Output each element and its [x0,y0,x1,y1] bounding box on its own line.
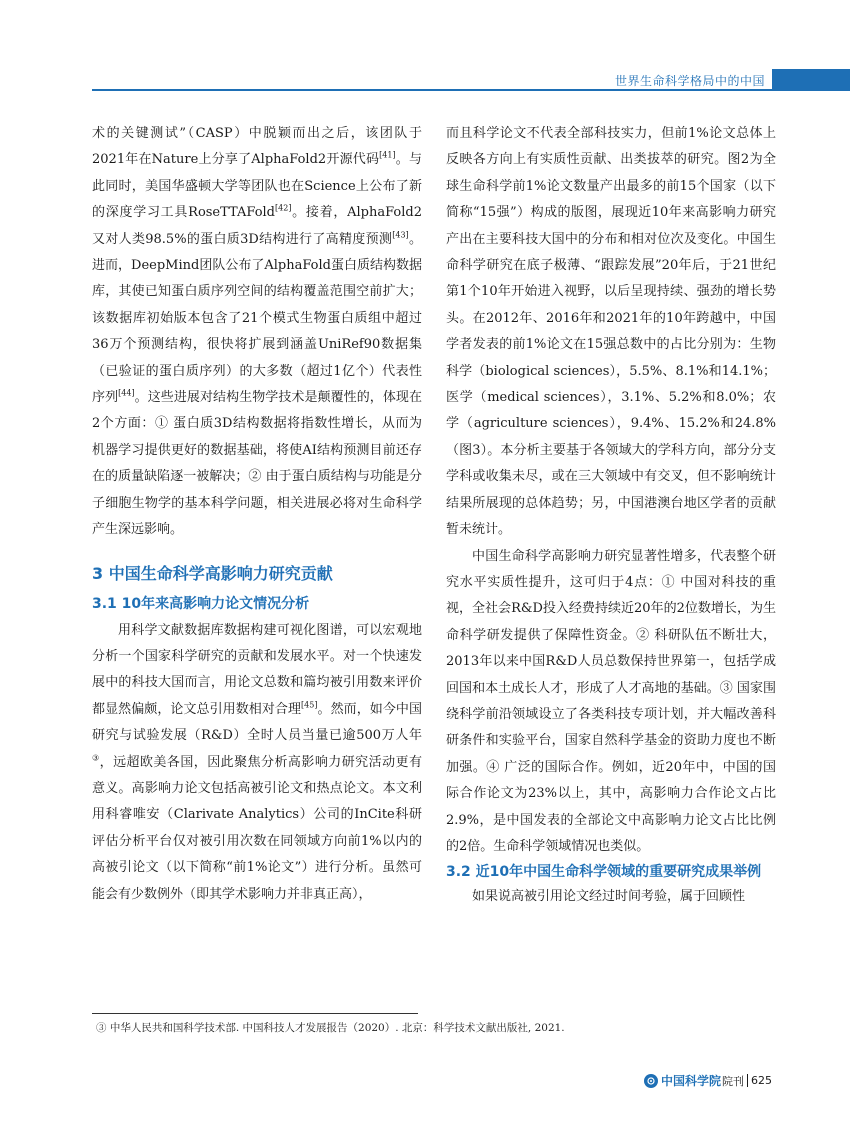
section-heading: 3 中国生命科学高影响力研究贡献 [92,563,333,583]
header-accent-tab [772,69,850,91]
running-title: 世界生命科学格局中的中国 [614,74,765,88]
paragraph: 而且科学论文不代表全部科技实力，但前1%论文总体上反映各方向上有实质性贡献、出类拔萃的研究。图2为全球生命科学前1%论文数量产出最多的前15个国家（以下简称“15强”）构成的版图，展现近10年来高影响力研究产出在主要科技大国中的分布和相对位次及变化。中国生命科学研究在底子极薄、“跟踪发展”20年后，于21世纪第1个10年开始进入视野，以后呈现持续、强劲的增长势头。在2012年、2016年和2021年的10年跨越中，中国学者发表的前1%论文在15强总数中的占比分别为：生物科学（biological sciences），5.5%、8.1%和14.1%；医学（medical sciences），3.1%、5.2%和8.0%；农学（agriculture sciences），9.4%、15.2%和24.8%（图3）。本分析主要基于各领域大的学科方向，部分分支学科或收集未尽，或在三大领域中有交叉，但不影响统计结果所展现的总体趋势；另，中国港澳台地区学者的贡献暂未统计。 [446,126,776,538]
journal-logo-icon [644,1074,658,1088]
footnote-rule [92,1013,418,1014]
text-run: 。然而，如今中国研究与试验发展（R&D）全时人员当量已逾500万人年 [92,701,422,744]
right-column [446,121,776,911]
paragraph: 如果说高被引用论文经过时间考验，属于回顾性 [472,889,746,905]
page-number: 625 [751,1074,772,1087]
paragraph [92,121,422,544]
text-run: 用科学文献数据库数据构建可视化图谱，可以宏观地分析一个国家科学研究的贡献和发展水平。对一个快速发展中的科技大国而言，用论文总数和篇均被引用数来评价都显然偏颇，论文总引用数相对合理 [92,622,422,717]
subsection-heading: 3.1 10年来高影响力论文情况分析 [92,595,310,612]
footer-separator [747,1074,748,1087]
citation-ref: [44] [118,388,135,398]
footnote: ③ 中华人民共和国科学技术部. 中国科技人才发展报告（2020）. 北京：科学技术文献出版社, 2021. [96,1022,565,1034]
paragraph: 中国生命科学高影响力研究显著性增多，代表整个研究水平实质性提升，这可归于4点：① 中国对科技的重视，全社会R&D投入经费持续近20年的2位数增长，为生命科学研发提供了保障性资金。② 科研队伍不断壮大，2013年以来中国R&D人员总数保持世界第一，包括学成回国和本土成长人才，形成了人才高地的基础。③ 国家围绕科学前沿领域设立了各类科技专项计划，并大幅改善科研条件和实验平台，国家自然科学基金的资助力度也不断加强。④ 广泛的国际合作。例如，近20年中，中国的国际合作论文为23%以上，其中，高影响力合作论文占比2.9%，是中国发表的全部论文中高影响力论文占比比例的2倍。生命科学领域情况也类似。 [446,548,776,854]
text-run: 。接着，AlphaFold2又对人类98.5%的蛋白质3D结构进行了高精度预测 [92,205,422,247]
citation-ref: [42] [275,203,292,213]
subsection-heading: 3.2 近10年中国生命科学领域的重要研究成果举例 [446,864,762,881]
text-run: 。进而，DeepMind团队公布了AlphaFold蛋白质结构数据库，其使已知蛋白质序列空间的结构覆盖范围空前扩大；该数据库初始版本包含了21个模式生物蛋白质组中超过36万个预测结构，很快将扩展到涵盖UniRef90数据集（已验证的蛋白质序列）的大多数（超过1亿个）代表性序列 [92,231,422,406]
text-run: 术的关键测试”（CASP）中脱颖而出之后，该团队于2021年在Nature上分享了AlphaFold2开源代码 [92,126,422,168]
citation-ref: [45] [301,700,318,710]
text-run: 。与此同时，美国华盛顿大学等团队也在Science上公布了新的深度学习工具RoseTTAFold [92,152,422,221]
text-run: 。这些进展对结构生物学技术是颠覆性的，体现在2个方面：① 蛋白质3D结构数据将指数性增长，从而为机器学习提供更好的数据基础，将使AI结构预测目前还存在的质量缺陷逐一被解决；② 由于蛋白质结构与功能是分子细胞生物学的基本科学问题，相关进展必将对生命科学产生深远影响。 [92,390,422,538]
left-column [92,121,422,908]
paragraph [92,618,422,908]
text-run: ，远超欧美各国，因此聚焦分析高影响力研究活动更有意义。高影响力论文包括高被引论文和热点论文。本文利用科睿唯安（Clarivate Analytics）公司的InCite科研评估分析平台仅对被引用次数在同领域方向前1%以内的高被引论文（以下简称“前1%论文”）进行分析。虽然可能会有少数例外（即其学术影响力并非真正高）， [92,754,422,902]
header-rule [92,89,850,91]
footnote-marker[interactable]: ③ [92,753,100,763]
citation-ref: [41] [379,151,396,161]
journal-name: 中国科学院 [660,1074,721,1088]
citation-ref: [43] [392,230,409,240]
page-footer [644,1072,772,1089]
journal-suffix: 院刊 [722,1074,744,1088]
